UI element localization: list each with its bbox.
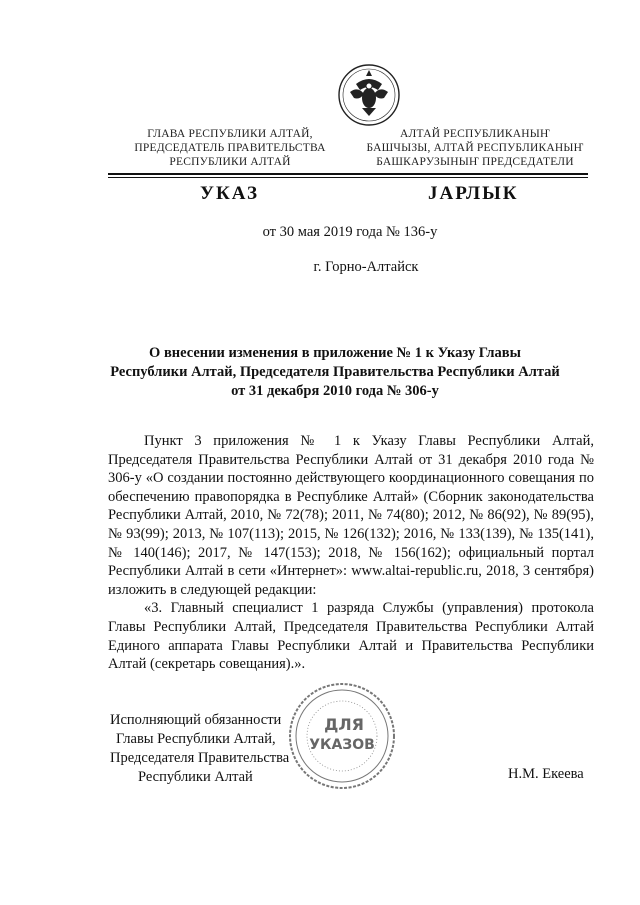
signatory-line: Главы Республики Алтай, bbox=[116, 731, 276, 747]
coat-of-arms-emblem bbox=[336, 62, 402, 128]
header-left-line: РЕСПУБЛИКИ АЛТАЙ bbox=[169, 156, 291, 168]
stamp-text-line2: УКАЗОВ bbox=[309, 737, 375, 753]
issuer-header-altai bbox=[350, 127, 600, 169]
signatory-line: Исполняющий обязанности bbox=[110, 712, 282, 728]
header-right-line: АЛТАЙ РЕСПУБЛИКАНЫҤ bbox=[400, 128, 550, 140]
title-line: Республики Алтай, Председателя Правительства Республики Алтай bbox=[110, 364, 560, 380]
header-right-line: БАШКАРУЗЫНЫҤ ПРЕДСЕДАТЕЛИ bbox=[376, 156, 574, 168]
signatory-line: Республики Алтай bbox=[138, 769, 253, 785]
signatory-line: Председателя Правительства bbox=[110, 750, 290, 766]
title-line: от 31 декабря 2010 года № 306-у bbox=[231, 383, 439, 399]
header-left-line: ПРЕДСЕДАТЕЛЬ ПРАВИТЕЛЬСТВА bbox=[134, 142, 326, 154]
issuer-header-russian bbox=[120, 127, 340, 169]
official-seal-stamp bbox=[288, 682, 396, 790]
title-line: О внесении изменения в приложение № 1 к Указу Главы bbox=[149, 345, 521, 361]
doc-type-altai: JАРЛЫК bbox=[428, 183, 519, 204]
signatory-name: Н.М. Екеева bbox=[508, 766, 584, 782]
stamp-text-line1: ДЛЯ bbox=[324, 715, 364, 734]
header-left-line: ГЛАВА РЕСПУБЛИКИ АЛТАЙ, bbox=[147, 128, 313, 140]
city-line: г. Горно-Алтайск bbox=[313, 259, 419, 275]
body-paragraph: Пункт 3 приложения № 1 к Указу Главы Республики Алтай, Председателя Правительства Республики Алтай от 31 декабря 2010 года № 306-у «О создании постоянно действующего координационного совещания по обеспечению правопорядка в Республике Алтай» (Сборник законодательства Республики Алтай, 2010, № 72(78); 2011, № 74(80); 2012, № 86(92), № 89(95), № 93(99); 2013, № 107(113); 2015, № 126(132); 2016, № 133(139), № 135(141), № 140(146); 2017, № 147(153); 2018, № 156(162); официальный портал Республики Алтай в сети «Интернет»: www.altai-republic.ru, 2018, 3 сентября) изложить в следующей редакции: bbox=[108, 433, 594, 598]
date-number-line: от 30 мая 2019 года № 136-у bbox=[262, 224, 438, 240]
body-paragraph: «3. Главный специалист 1 разряда Службы (управления) протокола Главы Республики Алтай, Председателя Правительства Республики Алтай Единого аппарата Главы Республики Алтай и Правительства Республики Алтай (секретарь совещания).». bbox=[108, 600, 594, 673]
header-right-line: БАШЧЫЗЫ, АЛТАЙ РЕСПУБЛИКАНЫҤ bbox=[366, 142, 584, 154]
document-title bbox=[100, 344, 570, 401]
signatory-position bbox=[110, 711, 289, 787]
doc-type-russian: УКАЗ bbox=[200, 183, 259, 204]
document-body bbox=[108, 432, 594, 674]
header-rule-thin bbox=[108, 177, 588, 178]
header-rule-thick bbox=[108, 173, 588, 175]
